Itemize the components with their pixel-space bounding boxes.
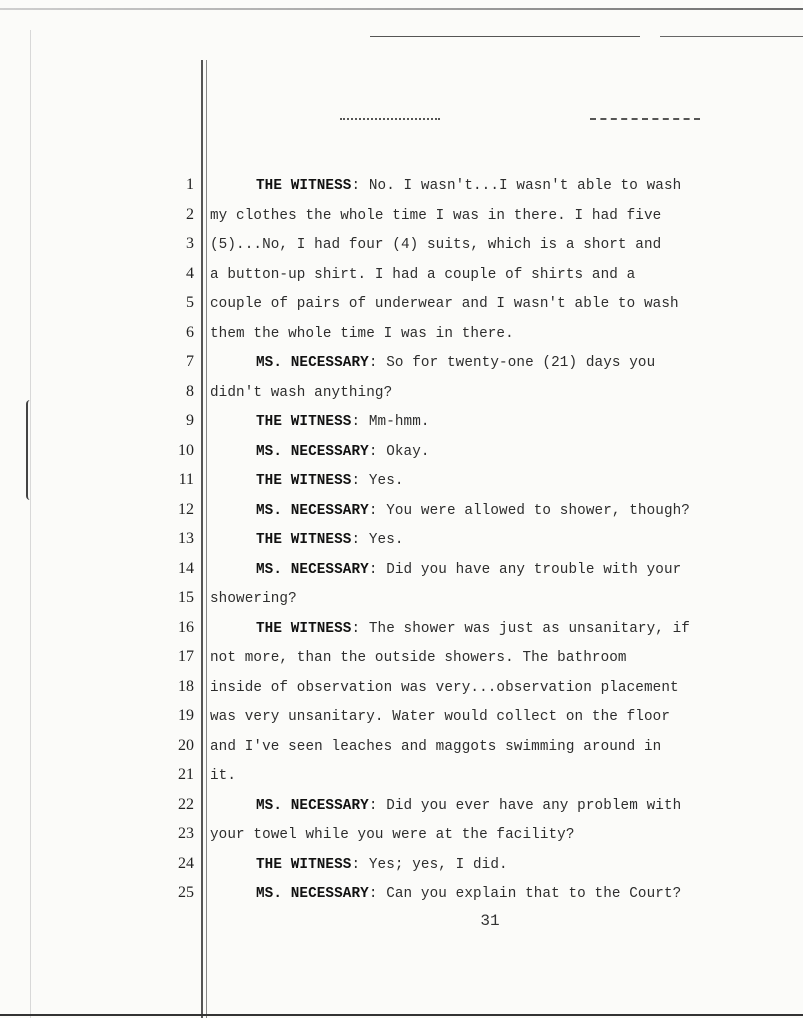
line-text [210, 442, 785, 462]
line-number: 20 [178, 736, 194, 754]
transcript-line [0, 265, 803, 295]
top-header-rule [370, 36, 640, 37]
line-number: 3 [186, 235, 194, 252]
transcript-line [0, 796, 803, 826]
transcript-line [0, 560, 803, 590]
transcript-line [0, 589, 803, 619]
line-text [210, 707, 785, 727]
line-number: 5 [186, 294, 194, 311]
transcript-line [0, 501, 803, 531]
speaker-name: MS. NECESSARY [256, 502, 369, 519]
line-text [210, 825, 785, 845]
line-content: : Yes. [351, 532, 404, 548]
transcript-line [0, 442, 803, 472]
line-number: 10 [178, 441, 194, 459]
line-text [210, 383, 785, 403]
line-content: : You were allowed to shower, though? [368, 502, 690, 519]
line-text [210, 501, 785, 521]
speaker-name: THE WITNESS [256, 532, 352, 548]
line-content: your towel while you were at the facility? [210, 827, 575, 843]
transcript-line [0, 324, 803, 354]
line-content: was very unsanitary. Water would collect on the floor [210, 709, 671, 725]
line-text [210, 766, 785, 786]
transcript-line [0, 825, 803, 855]
transcript-line [0, 737, 803, 767]
speaker-name: THE WITNESS [256, 473, 352, 489]
line-content: and I've seen leaches and maggots swimming around in [210, 738, 662, 755]
transcript-line [0, 855, 803, 885]
speaker-name: THE WITNESS [256, 414, 352, 430]
line-content: : Did you ever have any problem with [368, 797, 682, 814]
line-text [210, 235, 785, 255]
line-number: 12 [178, 500, 194, 518]
transcript-line [0, 294, 803, 324]
line-number: 24 [178, 854, 194, 872]
speaker-name: THE WITNESS [256, 620, 352, 637]
line-content: : Mm-hmm. [351, 414, 430, 430]
line-number: 25 [178, 884, 194, 901]
line-content: not more, than the outside showers. The bathroom [210, 650, 627, 666]
line-text [210, 648, 785, 668]
line-content: inside of observation was very...observation placement [210, 679, 679, 696]
line-number: 13 [178, 530, 194, 547]
line-number: 9 [186, 412, 194, 429]
line-content: showering? [210, 591, 297, 607]
line-number: 22 [178, 795, 194, 813]
speaker-name: MS. NECESSARY [256, 886, 369, 902]
header-dashed-mark [590, 118, 700, 122]
line-number: 16 [178, 618, 194, 636]
line-text [210, 294, 785, 314]
line-content: : Did you have any trouble with your [368, 561, 682, 578]
line-content: : Yes. [351, 473, 404, 489]
transcript-line [0, 412, 803, 442]
line-content: : So for twenty-one (21) days you [368, 355, 656, 371]
line-number: 19 [178, 707, 194, 724]
line-text [210, 530, 785, 550]
line-number: 23 [178, 825, 194, 842]
transcript-line [0, 707, 803, 737]
line-content: a button-up shirt. I had a couple of shirts and a [210, 266, 636, 283]
speaker-name: THE WITNESS [256, 178, 352, 194]
transcript-line [0, 678, 803, 708]
speaker-name: MS. NECESSARY [256, 561, 369, 578]
line-text [210, 353, 785, 373]
line-text [210, 560, 785, 580]
line-content: : Can you explain that to the Court? [368, 886, 682, 902]
line-text [210, 176, 785, 196]
line-text [210, 589, 785, 609]
line-number: 15 [178, 589, 194, 606]
line-text [210, 884, 785, 904]
line-text [210, 471, 785, 491]
line-number: 7 [186, 353, 194, 370]
transcript-line [0, 766, 803, 796]
speaker-name: THE WITNESS [256, 856, 352, 873]
line-content: it. [210, 768, 237, 784]
line-number: 4 [186, 264, 194, 282]
transcript-line [0, 206, 803, 236]
line-content: : Yes; yes, I did. [351, 856, 508, 873]
line-content: : No. I wasn't...I wasn't able to wash [351, 178, 682, 194]
line-text [210, 796, 785, 816]
speaker-name: MS. NECESSARY [256, 355, 369, 371]
transcript-line [0, 884, 803, 914]
line-text [210, 737, 785, 757]
line-text [210, 855, 785, 875]
line-number: 2 [186, 205, 194, 223]
line-text [210, 324, 785, 344]
line-text [210, 412, 785, 432]
line-number: 6 [186, 323, 194, 341]
page-number: 31 [480, 912, 500, 930]
line-content: (5)...No, I had four (4) suits, which is a short and [210, 237, 662, 253]
line-content: them the whole time I was in there. [210, 325, 514, 342]
transcript-body [0, 176, 803, 914]
transcript-line [0, 235, 803, 265]
line-number: 1 [186, 176, 194, 193]
line-number: 11 [178, 471, 194, 488]
line-text [210, 265, 785, 285]
line-content: didn't wash anything? [210, 384, 393, 401]
transcript-line [0, 471, 803, 501]
line-number: 18 [178, 677, 194, 695]
line-content: my clothes the whole time I was in there. I had five [210, 207, 662, 224]
line-number: 21 [178, 766, 194, 783]
top-border-rule [0, 8, 803, 10]
transcript-line [0, 383, 803, 413]
line-content: couple of pairs of underwear and I wasn't able to wash [210, 296, 679, 312]
line-text [210, 619, 785, 639]
line-content: : Okay. [368, 443, 430, 460]
line-text [210, 678, 785, 698]
line-content: : The shower was just as unsanitary, if [351, 620, 690, 637]
transcript-line [0, 648, 803, 678]
bottom-border-rule [0, 1014, 803, 1016]
transcript-line [0, 619, 803, 649]
top-header-rule-right [660, 36, 803, 37]
transcript-line [0, 176, 803, 206]
transcript-line [0, 530, 803, 560]
speaker-name: MS. NECESSARY [256, 797, 369, 814]
line-number: 17 [178, 648, 194, 665]
line-number: 14 [178, 559, 194, 577]
header-dotted-mark [340, 118, 440, 122]
line-number: 8 [186, 382, 194, 400]
line-text [210, 206, 785, 226]
speaker-name: MS. NECESSARY [256, 443, 369, 460]
transcript-line [0, 353, 803, 383]
